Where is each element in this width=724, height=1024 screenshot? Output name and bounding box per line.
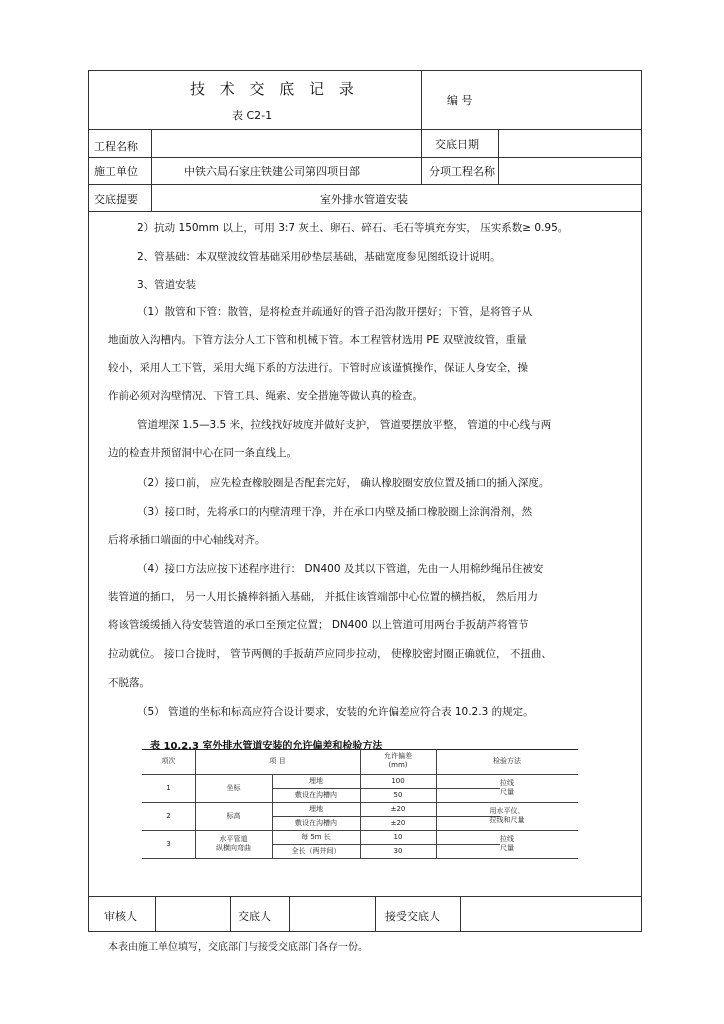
table-row-3-val2: 30	[393, 847, 403, 855]
footer-divider	[88, 896, 642, 897]
body-line-9: 边的检查井预留洞中心在同一条直线上。	[108, 447, 297, 459]
body-line-17: 不脱落。	[108, 677, 150, 689]
body-line-18: （5） 管道的坐标和标高应符合设计要求，安装的允许偏差应符合表 10.2.3 的规定。	[137, 706, 534, 718]
footer-col-2	[230, 896, 231, 932]
row-divider-3	[88, 211, 642, 212]
body-line-11: （3）接口时，先将承口的内壁清理干净，并在承口内壁及插口橡胶圈上涂润滑剂，然	[137, 506, 533, 518]
summary-value: 室外排水管道安装	[320, 193, 408, 206]
table-col-2	[272, 774, 273, 858]
form-code: 表 C2-1	[232, 109, 273, 122]
footer-col-5	[460, 896, 461, 932]
body-line-16: 拉动就位。 接口合拢时， 管节两侧的手扳葫芦应同步拉动， 使橡胶密封圈正确就位， 不扭曲、	[108, 648, 552, 660]
body-line-6: 较小，采用人工下管，采用大绳下系的方法进行。下管时应该谨慎操作，保证人身安全，操	[108, 362, 528, 374]
table-row-3-method: 拉线 尺量	[500, 835, 514, 852]
row-divider-1	[88, 157, 642, 158]
table-row-3-sub1: 每 5m 长	[301, 833, 331, 841]
project-name-label: 工程名称	[94, 140, 138, 153]
summary-label: 交底提要	[94, 193, 138, 206]
sub-project-label: 分项工程名称	[429, 165, 495, 178]
table-row-1-item: 坐标	[226, 784, 241, 792]
footer-col-1	[155, 896, 156, 932]
table-header-no: 项次	[161, 757, 176, 765]
table-row-3-val1: 10	[393, 833, 403, 841]
discloser-label: 交底人	[238, 910, 271, 923]
table-row-2-no: 2	[166, 812, 171, 820]
table-row-3-item: 水平管道 纵横向弯曲	[216, 835, 251, 852]
receiver-label: 接受交底人	[385, 910, 440, 923]
footer-col-3	[289, 896, 290, 932]
number-divider	[421, 70, 422, 129]
body-line-10: （2）接口前， 应先检查橡胶圈是否配套完好， 确认橡胶圈安放位置及插口的插入深度。	[137, 477, 550, 489]
reviewer-label: 审核人	[104, 910, 137, 923]
table-row-1-val1: 100	[391, 777, 405, 785]
table-title: 表 10.2.3 室外排水管道安装的允许偏差和检验方法	[150, 741, 383, 752]
right-col-divider	[498, 129, 499, 184]
header-divider	[88, 129, 642, 130]
table-header-item: 项 目	[269, 757, 286, 765]
body-line-3: 3、管道安装	[137, 279, 197, 291]
body-line-12: 后将承插口端面的中心轴线对齐。	[108, 534, 266, 546]
table-row-2-method: 用水平仪、 拉线和尺量	[489, 807, 525, 824]
mid-col-divider	[421, 129, 422, 184]
table-row-1-val2: 50	[393, 791, 403, 799]
body-line-13: （4）接口方法应按下述程序进行： DN400 及其以下管道，先由一人用棉纱绳吊住被安	[137, 563, 544, 575]
table-row-2-sub1: 埋地	[309, 805, 323, 813]
table-row-2-sub2: 敷设在沟槽内	[295, 819, 337, 827]
footer-note: 本表由施工单位填写，交底部门与接受交底部门各存一份。	[108, 942, 368, 953]
body-line-5: 地面放入沟槽内。下管方法分人工下管和机械下管。本工程管材选用 PE 双壁波纹管，重量	[108, 334, 527, 346]
table-bottom-border	[142, 858, 578, 859]
body-line-14: 装管道的插口， 另一人用长撬棒斜插入基础， 并抵住该管端部中心位置的横挡板， 然后用力	[108, 591, 539, 603]
label-col-divider	[151, 129, 152, 211]
table-row-2-item: 标高	[226, 812, 241, 820]
row-divider-2	[88, 184, 642, 185]
table-row-1-sub1: 埋地	[309, 777, 323, 785]
table-row-3-sub2: 全长（两井间）	[291, 847, 341, 855]
body-line-15: 将该管缓缓插入待安装管道的承口至预定位置； DN400 以上管道可用两台手扳葫芦将管节	[108, 619, 529, 631]
table-row-3-no: 3	[166, 840, 171, 848]
table-row-2-val1: ±20	[390, 805, 406, 813]
form-title: 技 术 交 底 记 录	[190, 80, 359, 98]
table-row-1-sub2: 敷设在沟槽内	[295, 791, 337, 799]
footer-col-4	[375, 896, 376, 932]
body-line-7: 作前必须对沟壁情况、下管工具、绳索、安全措施等做认真的检查。	[108, 390, 423, 402]
unit-label: 施工单位	[94, 165, 138, 178]
table-row-1-method: 拉线 尺量	[500, 779, 514, 796]
table-header-tolerance: 允许偏差 (mm)	[384, 752, 412, 769]
body-line-4: （1）散管和下管：散管，是将检查并疏通好的管子沿沟散开摆好；下管，是将管子从	[137, 306, 533, 318]
body-line-1: 2）抗动 150mm 以上，可用 3:7 灰土、卵石、碎石、毛石等填充夯实， 压实系数≥ 0.95。	[137, 222, 569, 234]
date-label: 交底日期	[435, 138, 479, 151]
body-line-2: 2、管基础：本双壁波纹管基础采用砂垫层基础，基础宽度参见图纸设计说明。	[137, 251, 501, 263]
table-row-1-no: 1	[166, 784, 171, 792]
body-line-8: 管道埋深 1.5—3.5 米，拉线找好坡度并做好支护， 管道要摆放平整， 管道的中心线与两	[137, 419, 552, 431]
number-label: 编 号	[447, 94, 473, 107]
table-header-method: 检验方法	[493, 757, 521, 765]
table-row-2-val2: ±20	[390, 819, 406, 827]
unit-value: 中铁六局石家庄铁建公司第四项目部	[184, 165, 360, 178]
